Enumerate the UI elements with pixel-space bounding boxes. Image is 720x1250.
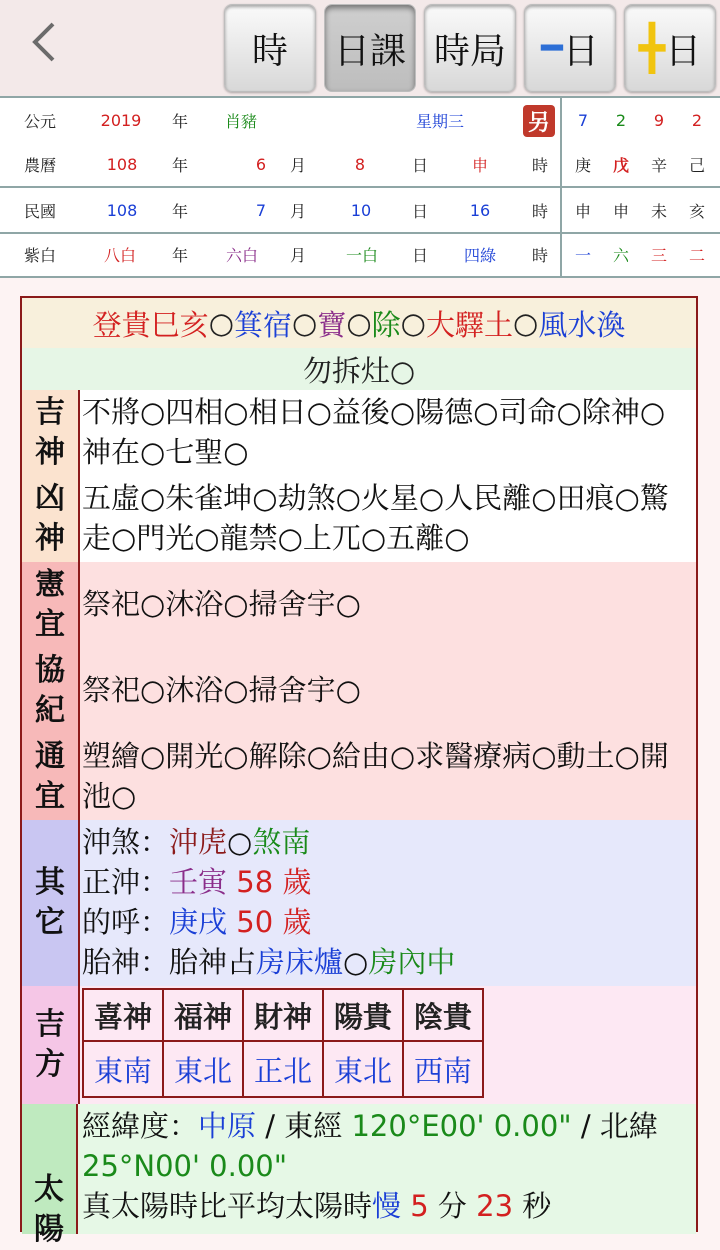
xian-yi-label <box>22 562 80 648</box>
header-sep: ○ <box>208 306 234 340</box>
star-col-1: 一 <box>574 245 591 265</box>
roc-day: 10 <box>350 200 372 220</box>
tai-shen-prefix: 胎神占 <box>169 945 257 979</box>
roc-label: 民國 <box>23 201 56 221</box>
roc-month: 7 <box>255 200 267 220</box>
divider <box>560 98 562 278</box>
di-hu-age: 50 歲 <box>236 905 312 939</box>
daily-schedule-button[interactable]: 日課 <box>324 4 416 92</box>
other-section <box>22 820 696 988</box>
header-part: 大驛土 <box>425 307 513 342</box>
gz-top-2: 2 <box>615 110 627 130</box>
coord-line <box>82 1106 694 1146</box>
lunar-month-unit: 月 <box>289 155 306 175</box>
auspicious-gods-text: 不將○四相○相日○益後○陽德○司命○除神○神在○七聖○ <box>82 395 666 469</box>
header-part: 寶 <box>317 307 347 342</box>
zheng-chong-age: 58 歲 <box>236 865 312 899</box>
roc-hour-unit: 時 <box>531 201 548 221</box>
header-sep: ○ <box>292 306 318 340</box>
gregorian-year: 2019 <box>100 110 142 130</box>
solar-slow: 慢 <box>372 1189 402 1223</box>
xian-yi-section <box>22 562 696 650</box>
label-char: 憲 <box>35 567 65 602</box>
tai-shen-line <box>82 942 694 982</box>
dir-header: 陰貴 <box>403 989 483 1041</box>
lunar-label: 農曆 <box>23 155 56 175</box>
table-row <box>83 1041 483 1097</box>
toolbar <box>0 0 720 96</box>
star-col-3: 三 <box>650 245 667 265</box>
di-hu-gz: 庚戌 <box>169 905 228 939</box>
divider <box>0 276 720 278</box>
chong-sha-a: 沖虎 <box>169 825 228 859</box>
stem-hour: 己 <box>688 155 705 175</box>
plus-icon: ╋ <box>638 22 666 74</box>
sun-section <box>22 1104 696 1247</box>
label-char: 吉 <box>35 1007 65 1042</box>
roc-month-unit: 月 <box>289 201 306 221</box>
header-part: 風水渙 <box>538 307 626 342</box>
next-day-button[interactable] <box>624 4 716 92</box>
dir-header: 陽貴 <box>323 989 403 1041</box>
branch-hour: 亥 <box>688 201 705 221</box>
dir-value: 正北 <box>243 1041 323 1097</box>
coord-sep: / 東經 <box>256 1109 352 1143</box>
directions-label <box>22 986 80 1104</box>
dir-header: 福神 <box>163 989 243 1041</box>
label-char: 宜 <box>35 779 65 814</box>
star-month-unit: 月 <box>289 245 306 265</box>
coord-label: 經緯度： <box>82 1109 199 1143</box>
minus-icon: ━ <box>541 27 563 69</box>
next-day-label: 日 <box>665 30 702 72</box>
label-char: 陽 <box>34 1212 64 1247</box>
star-day-unit: 日 <box>411 245 428 265</box>
almanac-header <box>22 298 696 350</box>
hour-button[interactable]: 時 <box>224 4 316 92</box>
roc-year: 108 <box>106 200 138 220</box>
solar-sec: 23 <box>476 1189 514 1223</box>
label-char: 神 <box>35 435 65 470</box>
lunar-day-unit: 日 <box>411 155 428 175</box>
label-char: 通 <box>35 739 65 774</box>
dir-header: 喜神 <box>83 989 163 1041</box>
purple-white-label: 紫白 <box>23 245 56 265</box>
dir-value: 東北 <box>163 1041 243 1097</box>
roc-day-unit: 日 <box>411 201 428 221</box>
tai-shen-label: 胎神： <box>82 945 170 979</box>
chong-sha-line <box>82 822 694 862</box>
gz-top-3: 9 <box>653 110 665 130</box>
roc-hour: 16 <box>469 200 491 220</box>
star-col-2: 六 <box>612 245 629 265</box>
di-hu-label: 的呼： <box>82 905 170 939</box>
weekday: 星期三 <box>415 111 464 131</box>
star-col-4: 二 <box>688 245 705 265</box>
coord-lat: 25°N00' 0.00" <box>82 1149 288 1183</box>
label-char: 太 <box>34 1172 64 1207</box>
xian-yi-text: 祭祀○沐浴○掃舍宇○ <box>82 587 361 621</box>
table-row <box>83 989 483 1041</box>
prev-day-button[interactable] <box>524 4 616 92</box>
other-text <box>82 822 694 982</box>
year-unit: 年 <box>171 111 188 131</box>
stem-year: 庚 <box>574 155 591 175</box>
header-part: 登貴巳亥 <box>92 307 209 342</box>
solar-prefix: 真太陽時比平均太陽時 <box>82 1189 373 1223</box>
directions-table <box>82 988 484 1098</box>
label-char: 吉 <box>35 395 65 430</box>
dir-value: 東北 <box>323 1041 403 1097</box>
chevron-left-icon <box>29 20 59 76</box>
lunar-month: 6 <box>255 154 267 174</box>
prev-day-label: 日 <box>562 30 599 72</box>
di-hu-line <box>82 902 694 942</box>
back-button[interactable] <box>14 16 74 80</box>
label-char: 其 <box>35 865 65 900</box>
dir-value: 東南 <box>83 1041 163 1097</box>
branch-month: 申 <box>612 201 629 221</box>
branch-year: 申 <box>574 201 591 221</box>
inauspicious-gods-text: 五虛○朱雀坤○劫煞○火星○人民離○田痕○驚走○門光○龍禁○上兀○五離○ <box>82 481 669 555</box>
solar-line <box>82 1186 694 1226</box>
tong-yi-section <box>22 734 696 822</box>
sep: ○ <box>343 945 369 979</box>
star-year-unit: 年 <box>171 245 188 265</box>
roc-year-unit: 年 <box>171 201 188 221</box>
star-hour: 四綠 <box>463 245 496 265</box>
solar-sec-unit: 秒 <box>522 1189 552 1223</box>
stem-month: 戊 <box>612 155 629 175</box>
sun-text <box>82 1106 694 1226</box>
solar-min: 5 <box>410 1189 429 1223</box>
calendar-header <box>0 96 720 278</box>
label-char: 紀 <box>35 693 65 728</box>
zheng-chong-label: 正沖： <box>82 865 170 899</box>
lunar-hour: 申 <box>471 155 488 175</box>
lunar-day: 8 <box>354 154 366 174</box>
other-label <box>22 820 80 986</box>
label-char: 凶 <box>35 481 65 516</box>
star-day: 一白 <box>345 245 378 265</box>
lunar-year: 108 <box>106 154 138 174</box>
zheng-chong-gz: 壬寅 <box>169 865 228 899</box>
label-char: 方 <box>35 1047 65 1082</box>
gregorian-label: 公元 <box>23 111 56 131</box>
tong-yi-text: 塑繪○開光○解除○給由○求醫療病○動土○開池○ <box>82 739 669 813</box>
solar-min-unit: 分 <box>437 1189 467 1223</box>
star-hour-unit: 時 <box>531 245 548 265</box>
tai-shen-b: 房內中 <box>368 945 456 979</box>
stem-day: 辛 <box>650 155 667 175</box>
ling-icon[interactable] <box>522 104 556 138</box>
hour-game-button[interactable]: 時局 <box>424 4 516 92</box>
directions-section <box>22 986 696 1106</box>
coord-lon: 120°E00' 0.00" <box>351 1109 572 1143</box>
zheng-chong-line <box>82 862 694 902</box>
label-char: 宜 <box>35 607 65 642</box>
header-part: 箕宿 <box>234 307 293 342</box>
star-year: 八白 <box>103 245 136 265</box>
header-part: 除 <box>371 307 401 342</box>
label-char: 神 <box>35 521 65 556</box>
tai-shen-a: 房床爐 <box>256 945 344 979</box>
ling-icon-glyph: 另 <box>523 105 555 137</box>
lunar-hour-unit: 時 <box>531 155 548 175</box>
dir-value: 西南 <box>403 1041 483 1097</box>
almanac-table <box>20 296 698 1247</box>
xie-ji-label <box>22 648 80 734</box>
auspicious-gods-section <box>22 390 696 478</box>
star-month: 六白 <box>225 245 258 265</box>
sep: ○ <box>227 825 253 859</box>
chong-sha-b: 煞南 <box>252 825 311 859</box>
chong-sha-label: 沖煞： <box>82 825 170 859</box>
almanac-subheader: 勿拆灶○ <box>22 348 696 392</box>
coord-region: 中原 <box>198 1109 257 1143</box>
branch-day: 未 <box>650 201 667 221</box>
gz-top-1: 7 <box>577 110 589 130</box>
label-char: 它 <box>35 905 65 940</box>
tong-yi-label <box>22 734 80 820</box>
header-sep: ○ <box>400 306 426 340</box>
lunar-year-unit: 年 <box>171 155 188 175</box>
label-char: 協 <box>35 653 65 688</box>
xie-ji-text: 祭祀○沐浴○掃舍宇○ <box>82 673 361 707</box>
inauspicious-gods-section <box>22 476 696 564</box>
header-sep: ○ <box>513 306 539 340</box>
inauspicious-gods-label <box>22 476 80 562</box>
header-sep: ○ <box>346 306 372 340</box>
coord-sep: / 北緯 <box>571 1109 658 1143</box>
dir-header: 財神 <box>243 989 323 1041</box>
xie-ji-section <box>22 648 696 736</box>
gz-top-4: 2 <box>691 110 703 130</box>
zodiac: 肖豬 <box>224 111 257 131</box>
sun-label <box>22 1104 78 1247</box>
auspicious-gods-label <box>22 390 80 476</box>
